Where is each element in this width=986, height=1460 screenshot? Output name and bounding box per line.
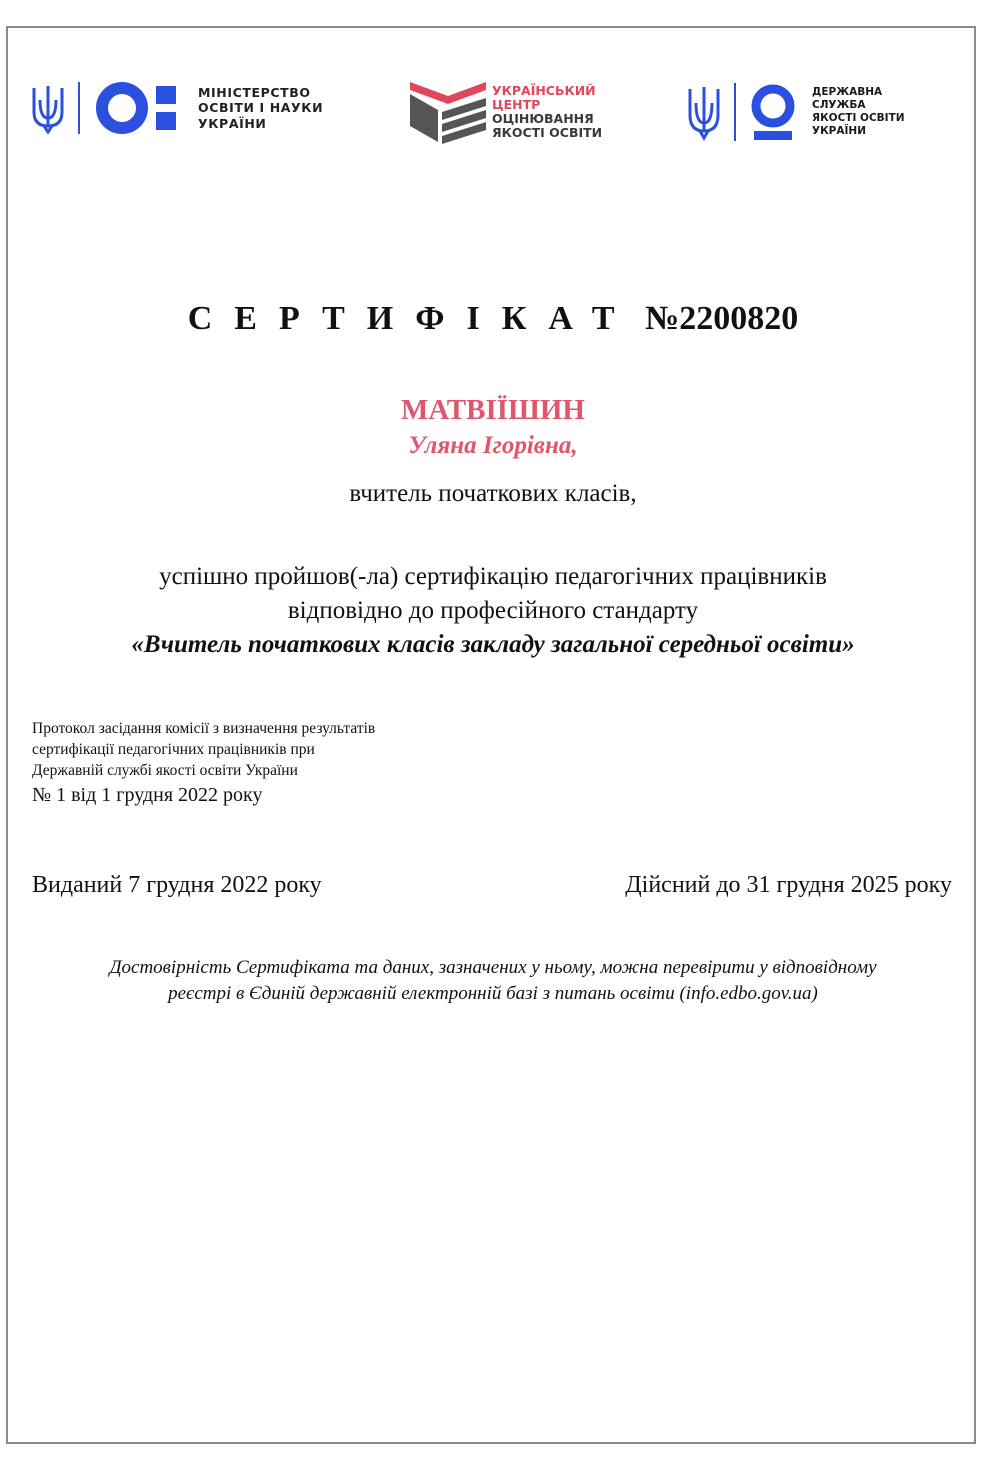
dsyo-name-line: ДЕРЖАВНА [812,86,883,99]
ministry-name [198,85,323,132]
certificate-number: №2200820 [645,300,799,337]
dsyo-name-line: СЛУЖБА [812,99,866,112]
verification-note [0,955,986,1007]
dsyo-logo [686,82,905,142]
certification-statement-line: відповідно до професійного стандарту [287,597,699,624]
protocol-line: Протокол засідання комісії з визначення результатів [32,720,376,737]
protocol-number: № 1 від 1 грудня 2022 року [32,784,263,806]
ucoyo-name-line: ЦЕНТР [492,97,541,112]
dsyo-name-line: ЯКОСТІ ОСВІТИ [812,112,905,124]
protocol-block [32,718,375,809]
ucoyo-name-line: УКРАЇНСЬКИЙ [492,83,596,98]
dsyo-name [812,86,905,137]
protocol-line: сертифікації педагогічних працівників при [32,741,315,758]
issue-date: Виданий 7 грудня 2022 року [32,872,322,898]
logo-divider [78,82,80,134]
ucoyo-name [492,84,602,140]
ucoyo-name-line: ЯКОСТІ ОСВІТИ [492,125,603,140]
certification-statement-line: успішно пройшов(-ла) сертифікацію педагогічних працівників [159,563,827,590]
ministry-name-line: УКРАЇНИ [198,115,267,131]
ministry-logo [30,80,323,136]
holder-surname: МАТВІЇШИН [401,394,585,426]
holder-given-names: Уляна Ігорівна, [408,432,578,459]
professional-standard-name: «Вчитель початкових класів закладу загальної середньої освіти» [131,631,855,658]
verification-note-line: Достовірність Сертифіката та даних, зазначених у ньому, можна перевірити у відповідному [109,957,877,978]
certificate-title-word: СЕРТИФІКАТ [187,300,637,337]
protocol-line: Державній службі якості освіти України [32,762,298,779]
certificate-title [0,300,986,338]
trident-icon [30,82,66,134]
holder-position: вчитель початкових класів, [349,480,637,507]
verification-note-line: реєстрі в Єдиній державній електронній базі з питань освіти (info.edbo.gov.ua) [168,983,818,1004]
ucoyo-logo [406,76,602,148]
dsyo-name-line: УКРАЇНИ [812,124,866,137]
ucoyo-name-line: ОЦІНЮВАННЯ [492,111,594,126]
ministry-name-line: МІНІСТЕРСТВО [198,84,311,100]
trident-icon [686,83,722,141]
ministry-name-line: ОСВІТИ І НАУКИ [198,100,324,116]
logo-divider [734,83,736,141]
valid-until-date: Дійсний до 31 грудня 2025 року [625,872,952,898]
ucoyo-emblem-icon [406,76,488,148]
dsyo-emblem-icon [750,82,796,142]
mon-emblem-icon [94,80,184,136]
